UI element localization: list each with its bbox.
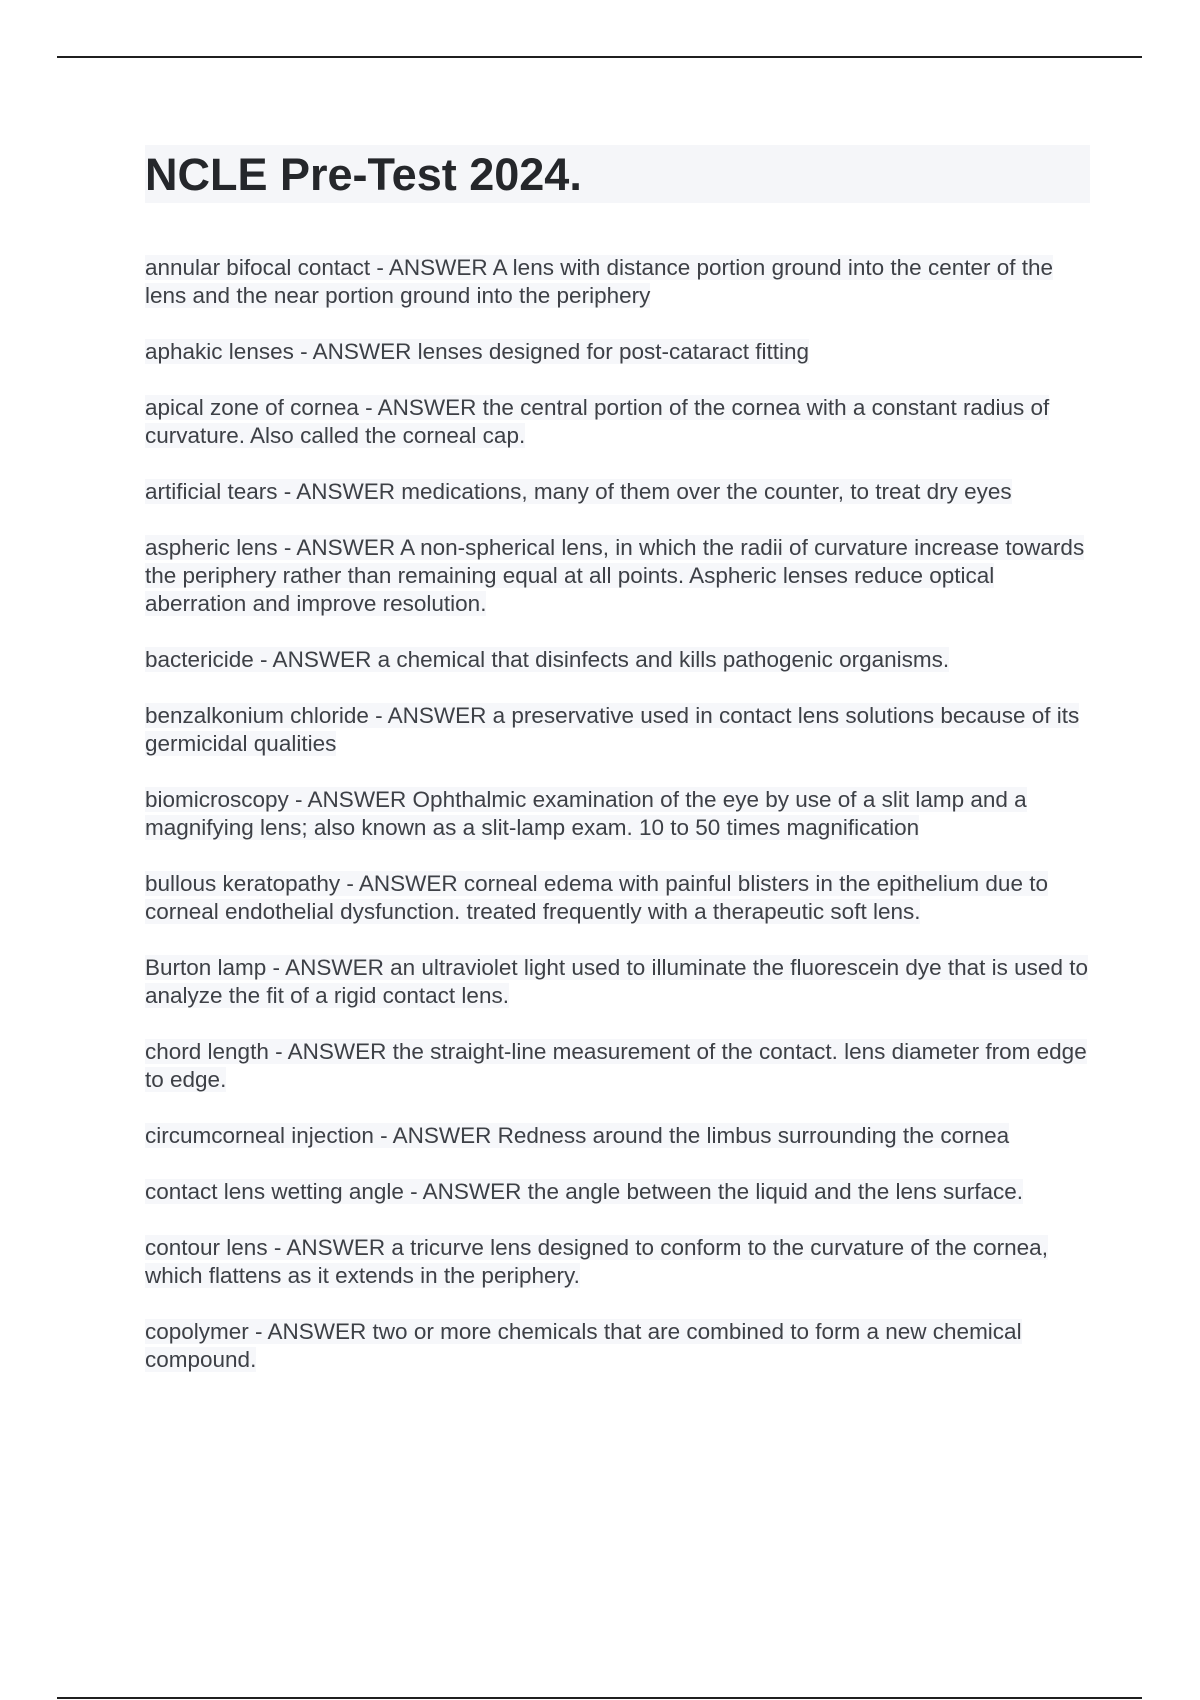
list-item (145, 1234, 1090, 1290)
page-title: NCLE Pre-Test 2024. (145, 148, 582, 200)
entry-text: Burton lamp - ANSWER an ultraviolet light used to illuminate the fluorescein dye that is used to analyze the fit of a rigid contact lens. (145, 955, 1088, 1008)
list-item (145, 478, 1090, 506)
list-item (145, 870, 1090, 926)
list-item (145, 1178, 1090, 1206)
entry-text: contour lens - ANSWER a tricurve lens designed to conform to the curvature of the cornea, which flattens as it extends in the periphery. (145, 1235, 1048, 1288)
document-body (145, 145, 1090, 1402)
entry-text: benzalkonium chloride - ANSWER a preservative used in contact lens solutions because of its germicidal qualities (145, 703, 1080, 756)
entry-text: chord length - ANSWER the straight-line measurement of the contact. lens diameter from edge to edge. (145, 1039, 1087, 1092)
list-item (145, 702, 1090, 758)
list-item (145, 646, 1090, 674)
entry-text: circumcorneal injection - ANSWER Redness around the limbus surrounding the cornea (145, 1123, 1010, 1148)
list-item (145, 1318, 1090, 1374)
list-item (145, 338, 1090, 366)
entry-text: bactericide - ANSWER a chemical that disinfects and kills pathogenic organisms. (145, 647, 950, 672)
list-item (145, 786, 1090, 842)
entry-text: copolymer - ANSWER two or more chemicals that are combined to form a new chemical compound. (145, 1319, 1022, 1372)
entry-text: bullous keratopathy - ANSWER corneal edema with painful blisters in the epithelium due to corneal endothelial dysfunction. treated frequently with a therapeutic soft lens. (145, 871, 1048, 924)
list-item (145, 534, 1090, 618)
flashcard-list (145, 254, 1090, 1374)
entry-text: contact lens wetting angle - ANSWER the angle between the liquid and the lens surface. (145, 1179, 1024, 1204)
entry-text: biomicroscopy - ANSWER Ophthalmic examination of the eye by use of a slit lamp and a magnifying lens; also known as a slit-lamp exam. 10 to 50 times magnification (145, 787, 1027, 840)
entry-text: apical zone of cornea - ANSWER the central portion of the cornea with a constant radius of curvature. Also called the corneal cap. (145, 395, 1050, 448)
list-item (145, 954, 1090, 1010)
top-rule (57, 56, 1142, 58)
title-banner (145, 145, 1090, 203)
list-item (145, 1122, 1090, 1150)
entry-text: artificial tears - ANSWER medications, many of them over the counter, to treat dry eyes (145, 479, 1012, 504)
list-item (145, 1038, 1090, 1094)
entry-text: aphakic lenses - ANSWER lenses designed for post-cataract fitting (145, 339, 810, 364)
list-item (145, 394, 1090, 450)
bottom-rule (57, 1697, 1142, 1699)
list-item (145, 254, 1090, 310)
entry-text: aspheric lens - ANSWER A non-spherical lens, in which the radii of curvature increase towards the periphery rather than remaining equal at all points. Aspheric lenses reduce optical aberration and improve resolution. (145, 535, 1085, 616)
entry-text: annular bifocal contact - ANSWER A lens with distance portion ground into the center of the lens and the near portion ground into the periphery (145, 255, 1054, 308)
